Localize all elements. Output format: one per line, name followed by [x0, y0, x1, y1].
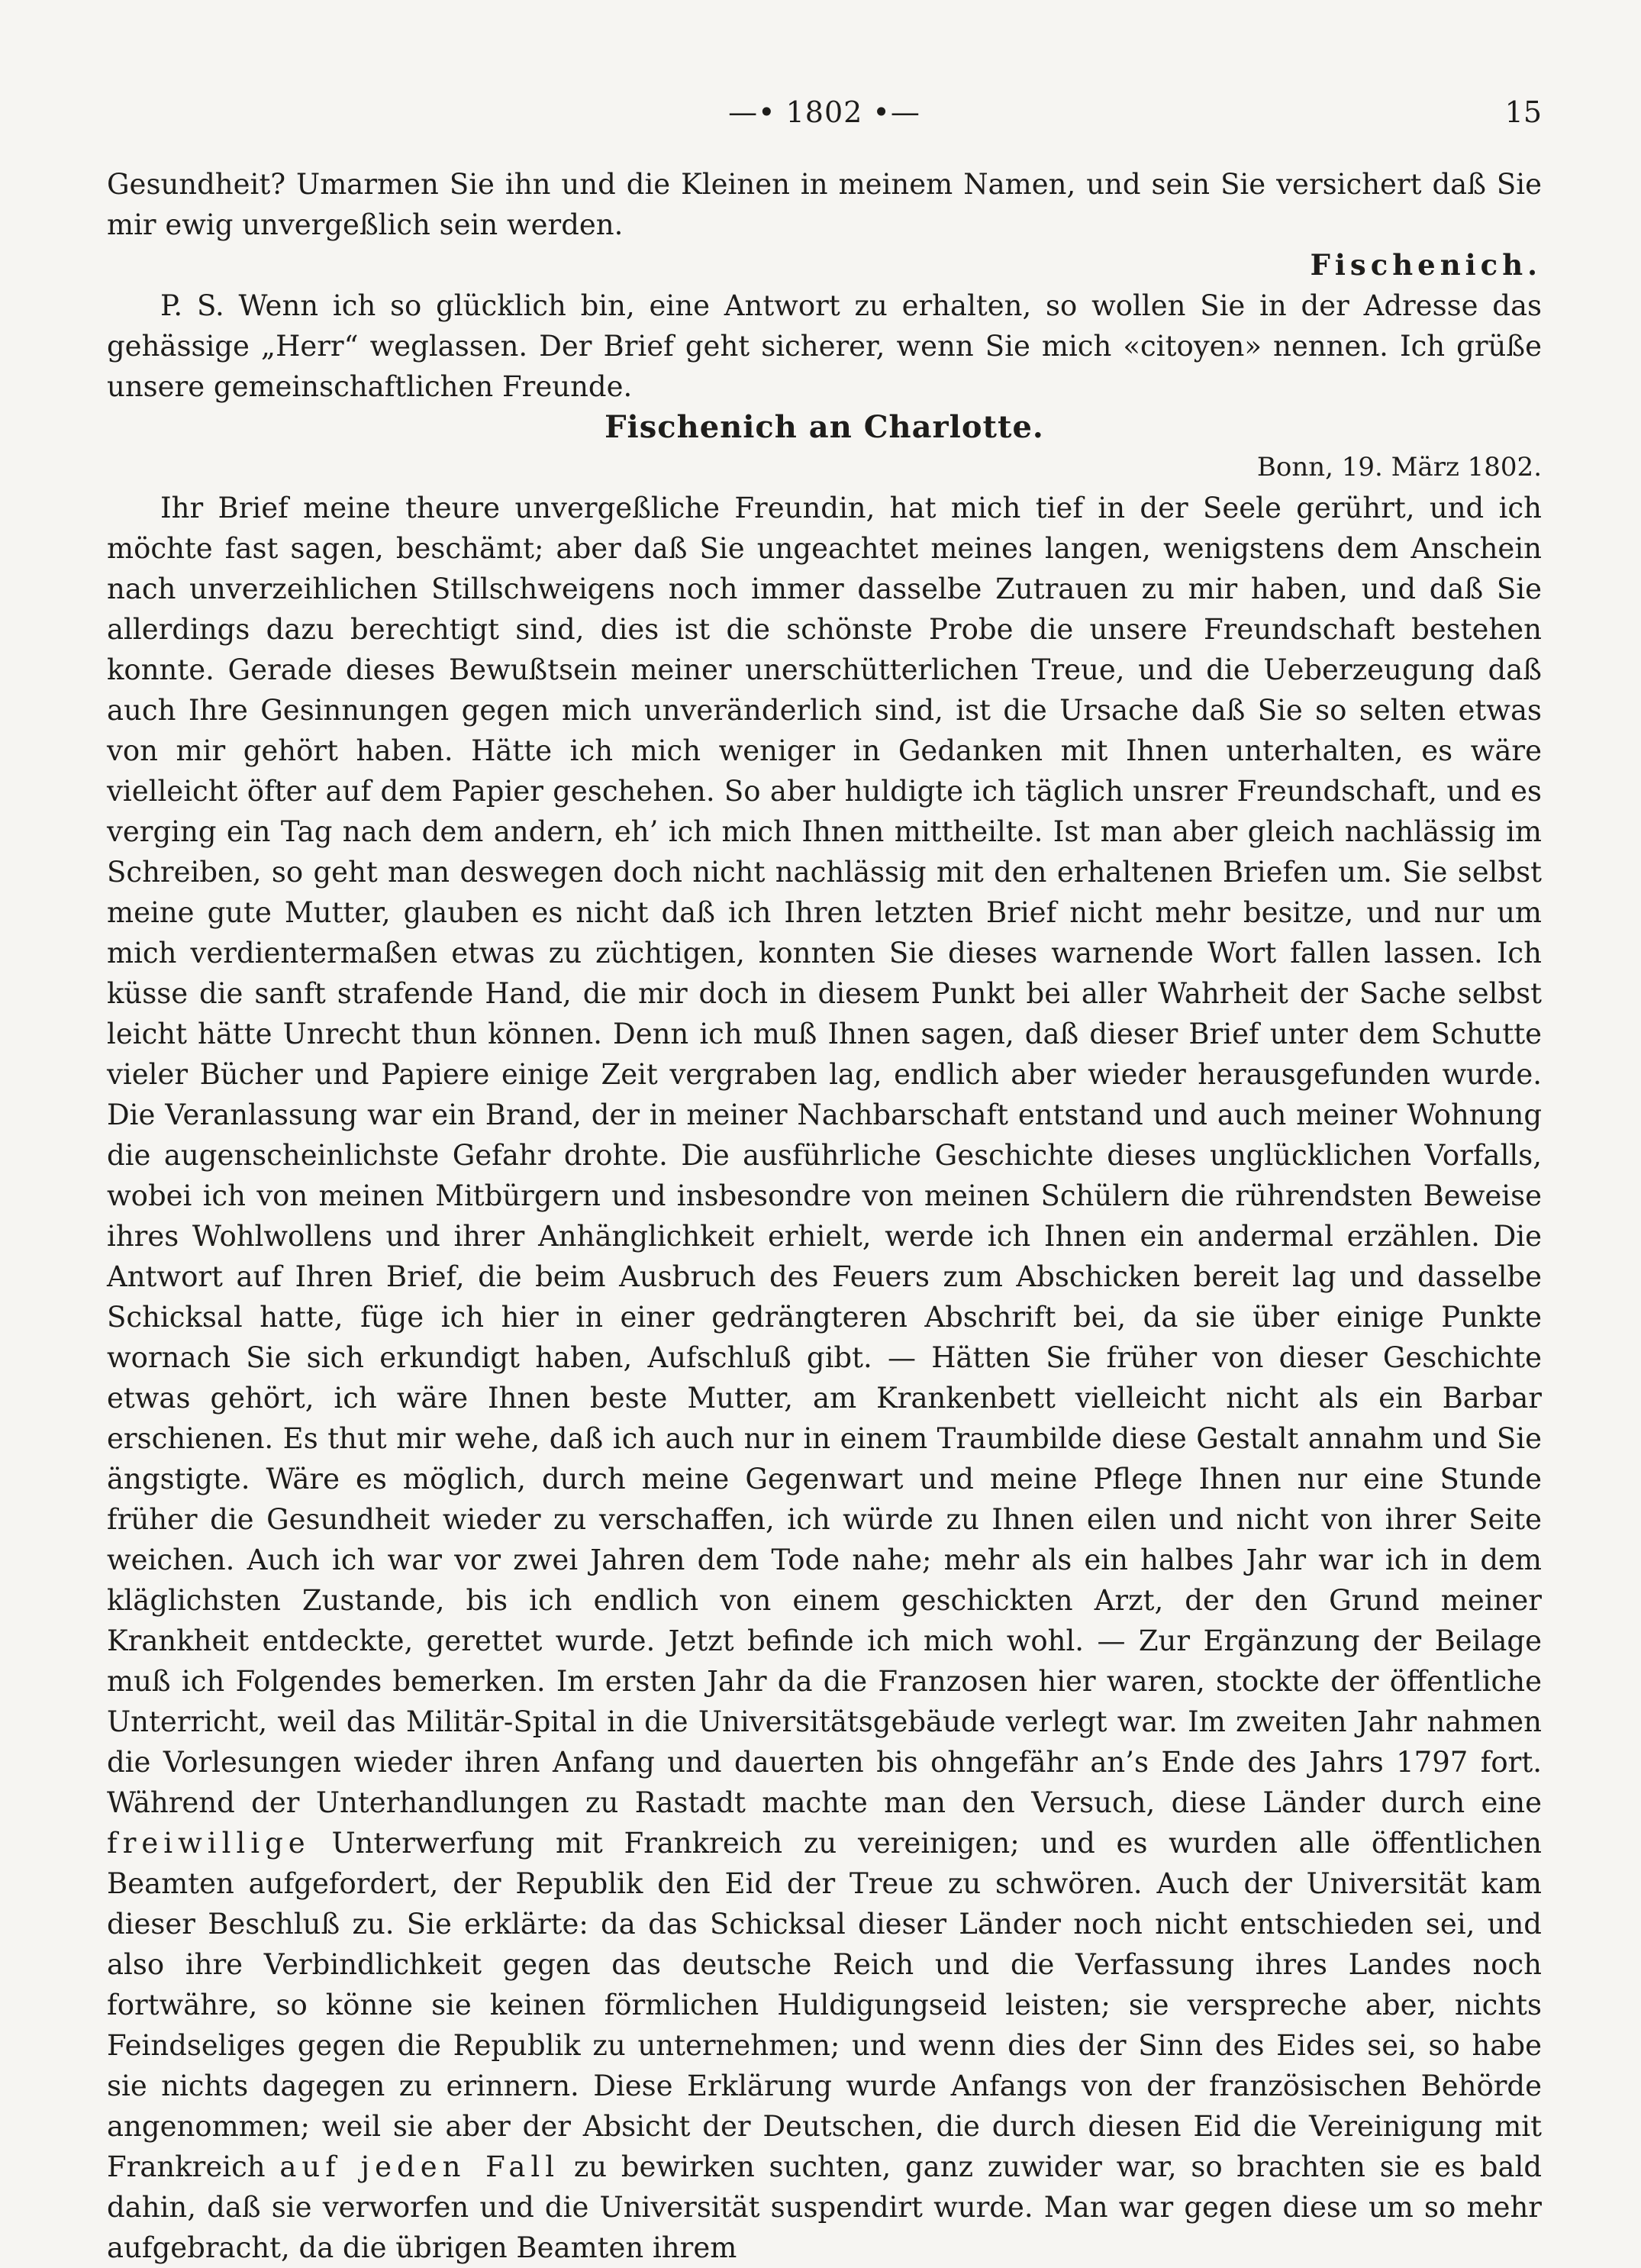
dateline: Bonn, 19. März 1802. [1256, 452, 1542, 482]
letter-body-part-2: Unterwerfung mit Frankreich zu vereinigen; und es wurden alle öffentlichen Beamten aufgefordert, der Republik den Eid der Treue zu schwören. Auch der Universität kam dieser Beschluß zu. Sie erklärte: da das Schicksal dieser Länder noch nicht entschieden sei, und also ihre Verbindlichkeit gegen das deutsche Reich und die Verfassung ihres Landes noch fortwähre, so könne sie keinen förmlichen Huldigungseid leisten; sie verspreche aber, nichts Feindseliges gegen die Republik zu unternehmen; und wenn dies der Sinn des Eides sei, so habe sie nichts dagegen zu erinnern. Diese Erklärung wurde Anfangs von der französischen Behörde angenommen; weil sie aber der Absicht der Deutschen, die durch diesen Eid die Vereinigung mit Frankreich [107, 1827, 1542, 2183]
letter-body-part-3: zu bewirken suchten, ganz zuwider war, so brachten sie es bald dahin, daß sie verworfen und die Universität suspendirt wurde. Man war gegen diese um so mehr aufgebracht, da die übrigen Beamten ihrem [107, 2150, 1543, 2264]
letter-body-part-1: Ihr Brief meine theure unvergeßliche Freundin, hat mich tief in der Seele gerührt, und ich möchte fast sagen, beschämt; aber daß Sie ungeachtet meines langen, wenigstens dem Anschein nach unverzeihlichen Stillschweigens noch immer dasselbe Zutrauen zu mir haben, und daß Sie allerdings dazu berechtigt sind, dies ist die schönste Probe die unsere Freundschaft bestehen konnte. Gerade dieses Bewußtsein meiner unerschütterlichen Treue, und die Ueberzeugung daß auch Ihre Gesinnungen gegen mich unveränderlich sind, ist die Ursache daß Sie so selten etwas von mir gehört haben. Hätte ich mich weniger in Gedanken mit Ihnen unterhalten, es wäre vielleicht öfter auf dem Papier geschehen. So aber huldigte ich täglich unsrer Freundschaft, und es verging ein Tag nach dem andern, eh’ ich mich Ihnen mittheilte. Ist man aber gleich nachlässig im Schreiben, so geht man deswegen doch nicht nachlässig mit den erhaltenen Briefen um. Sie selbst meine gute Mutter, glauben es nicht daß ich Ihren letzten Brief nicht mehr besitze, und nur um mich verdientermaßen etwas zu züchtigen, konnten Sie dieses warnende Wort fallen lassen. Ich küsse die sanft strafende Hand, die mir doch in diesem Punkt bei aller Wahrheit der Sache selbst leicht hätte Unrecht thun können. Denn ich muß Ihnen sagen, daß dieser Brief unter dem Schutte vieler Bücher und Papiere einige Zeit vergraben lag, endlich aber wieder herausgefunden wurde. Die Veranlassung war ein Brand, der in meiner Nachbarschaft entstand und auch meiner Wohnung die augenscheinlichste Gefahr drohte. Die ausführliche Geschichte dieses unglücklichen Vorfalls, wobei ich von meinen Mitbürgern und insbesondre von meinen Schülern die rührendsten Beweise ihres Wohlwollens und ihrer Anhänglichkeit erhielt, werde ich Ihnen ein andermal erzählen. Die Antwort auf Ihren Brief, die beim Ausbruch des Feuers zum Abschicken bereit lag und dasselbe Schicksal hatte, füge ich hier in einer gedrängteren Abschrift bei, da sie über einige Punkte wornach Sie sich erkundigt haben, Aufschluß gibt. — Hätten Sie früher von dieser Geschichte etwas gehört, ich wäre Ihnen beste Mutter, am Krankenbett vielleicht nicht als ein Barbar erschienen. Es thut mir wehe, daß ich auch nur in einem Traumbilde diese Gestalt annahm und Sie ängstigte. Wäre es möglich, durch meine Gegenwart und meine Pflege Ihnen nur eine Stunde früher die Gesundheit wieder zu verschaffen, ich würde zu Ihnen eilen und nicht von ihrer Seite weichen. Auch ich war vor zwei Jahren dem Tode nahe; mehr als ein halbes Jahr war ich in dem kläglichsten Zustande, bis ich endlich von einem geschickten Arzt, der den Grund meiner Krankheit entdeckte, gerettet wurde. Jetzt befinde ich mich wohl. — Zur Ergänzung der Beilage muß ich Folgendes bemerken. Im ersten Jahr da die Franzosen hier waren, stockte der öffentliche Unterricht, weil das Militär-Spital in die Universitätsgebäude verlegt war. Im zweiten Jahr nahmen die Vorlesungen wieder ihren Anfang und dauerten bis ohngefähr an’s Ende des Jahrs 1797 fort. Während der Unterhandlungen zu Rastadt machte man den Versuch, diese Länder durch eine [107, 492, 1542, 1819]
letter-closing: Gesundheit? Umarmen Sie ihn und die Kleinen in meinem Namen, und sein Sie versichert daß Sie mir ewig unvergeßlich sein werden. [107, 168, 1542, 241]
emphasis-spaced-2: auf jeden Fall [279, 2150, 560, 2183]
running-head-year: —• 1802 •— [728, 95, 920, 129]
page-number: 15 [1504, 95, 1542, 129]
letter-heading: Fischenich an Charlotte. [604, 409, 1044, 445]
letter-body [107, 488, 1542, 2268]
body-text [107, 164, 1542, 2268]
running-head [107, 95, 1542, 164]
emphasis-spaced-1: freiwillige [107, 1827, 311, 1860]
signature: Fischenich. [1310, 248, 1542, 282]
postscript: P. S. Wenn ich so glücklich bin, eine Antwort zu erhalten, so wollen Sie in der Adresse das gehässige „Herr“ weglassen. Der Brief geht sicherer, wenn Sie mich «citoyen» nennen. Ich grüße unsere gemeinschaftlichen Freunde. [107, 289, 1542, 403]
